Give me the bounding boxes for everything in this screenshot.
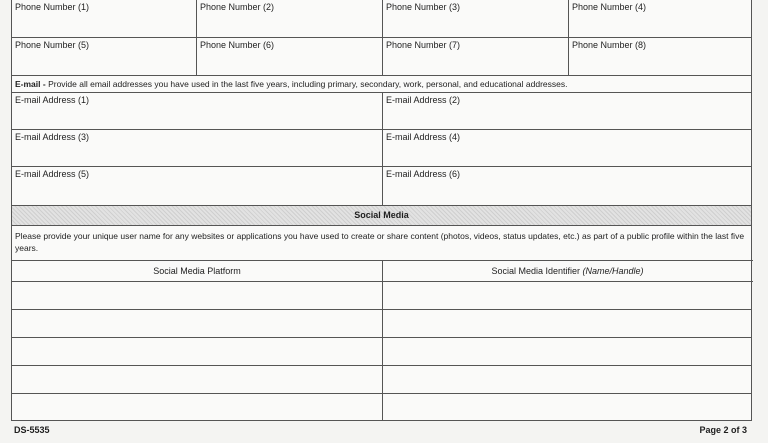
phone-number-2-field[interactable]	[196, 0, 382, 37]
email-heading: E-mail -	[15, 79, 46, 89]
phone-number-4-field[interactable]	[568, 0, 753, 37]
identifier-column-label: Social Media Identifier	[491, 266, 583, 276]
platform-column-label: Social Media Platform	[153, 266, 241, 276]
email-address-2-label: E-mail Address (2)	[386, 95, 461, 105]
email-address-2-field[interactable]	[382, 93, 753, 129]
phone-number-5-field[interactable]	[12, 38, 196, 75]
phone-number-7-field[interactable]	[382, 38, 568, 75]
phone-number-2-label: Phone Number (2)	[200, 2, 275, 12]
identifier-column-header	[382, 260, 753, 282]
phone-number-3-label: Phone Number (3)	[386, 2, 461, 12]
phone-number-7-label: Phone Number (7)	[386, 40, 461, 50]
phone-number-1-field[interactable]	[12, 0, 196, 37]
email-instruction-text: Provide all email addresses you have used in the last five years, including primary, secondary, work, personal, and educational addresses.	[45, 79, 568, 89]
column-divider	[382, 260, 383, 421]
email-address-5-field[interactable]	[12, 167, 382, 205]
phone-number-4-label: Phone Number (4)	[572, 2, 647, 12]
email-address-4-field[interactable]	[382, 130, 753, 166]
email-address-3-label: E-mail Address (3)	[15, 132, 90, 142]
phone-number-6-field[interactable]	[196, 38, 382, 75]
email-row-3	[12, 167, 751, 205]
form-id: DS-5535	[14, 425, 50, 435]
email-address-3-field[interactable]	[12, 130, 382, 166]
email-instruction-row	[12, 76, 751, 93]
phone-row-1	[12, 0, 751, 38]
email-address-5-label: E-mail Address (5)	[15, 169, 90, 179]
phone-number-8-field[interactable]	[568, 38, 753, 75]
phone-number-3-field[interactable]	[382, 0, 568, 37]
phone-row-2	[12, 38, 751, 76]
social-media-instruction: Please provide your unique user name for any websites or applications you have used to create or share content (photos, videos, status updates, etc.) as part of a public profile within the last five years.	[15, 231, 745, 253]
email-address-6-label: E-mail Address (6)	[386, 169, 461, 179]
email-row-2	[12, 130, 751, 167]
email-address-1-label: E-mail Address (1)	[15, 95, 90, 105]
email-address-4-label: E-mail Address (4)	[386, 132, 461, 142]
identifier-column-note: (Name/Handle)	[582, 266, 644, 276]
email-row-1	[12, 93, 751, 130]
phone-number-6-label: Phone Number (6)	[200, 40, 275, 50]
page-indicator: Page 2 of 3	[699, 425, 747, 435]
platform-column-header	[12, 260, 382, 282]
social-media-banner: Social Media	[12, 205, 751, 226]
phone-number-1-label: Phone Number (1)	[15, 2, 90, 12]
email-address-6-field[interactable]	[382, 167, 753, 205]
ds5535-form-page	[11, 0, 752, 421]
phone-number-5-label: Phone Number (5)	[15, 40, 90, 50]
email-address-1-field[interactable]	[12, 93, 382, 129]
phone-number-8-label: Phone Number (8)	[572, 40, 647, 50]
